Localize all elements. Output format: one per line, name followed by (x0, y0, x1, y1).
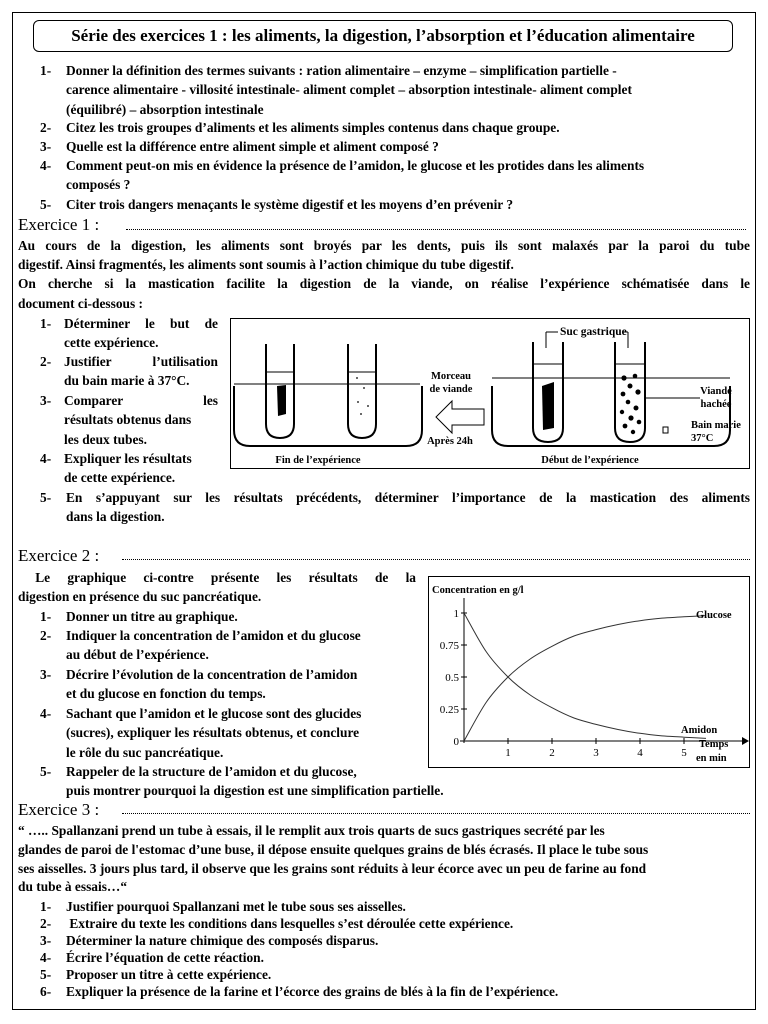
exercise-1-header: Exercice 1 : (18, 215, 100, 234)
question-number: 5- (40, 764, 52, 779)
question-line: du bain marie à 37°C. (64, 373, 190, 389)
question-number: 1- (40, 316, 52, 331)
question-line: puis montrer pourquoi la digestion est une simplification partielle. (66, 783, 444, 799)
x-tick-label: 1 (505, 747, 511, 759)
exercise-3-text (18, 822, 750, 897)
question-line: au début de l’expérience. (66, 647, 209, 663)
question-line: Indiquer la concentration de l’amidon et du glucose (66, 628, 361, 643)
legend-glucose: Glucose (696, 610, 732, 621)
exercise-2-question (40, 665, 416, 704)
intro-question (40, 156, 740, 195)
label-debut-experience: Début de l’expérience (541, 455, 639, 466)
question-line: Donner un titre au graphique. (66, 609, 238, 624)
meat-piece (277, 385, 286, 416)
y-tick-label: 0 (453, 736, 459, 748)
label-morceau: de viande (429, 384, 473, 395)
exercise-2-intro (18, 568, 416, 606)
question-number: 5- (40, 967, 52, 982)
x-tick-label: 5 (681, 747, 687, 759)
question-number: 3- (40, 139, 52, 154)
question-line: carence alimentaire - villosité intestinale- aliment complet – absorption intestinale- aliment complet (66, 82, 632, 98)
label-bain-marie: Bain marie (691, 420, 741, 431)
paragraph-line: glandes de paroi de l'estomac d’une buse, il dépose ensuite quelques grains de blés écrasés. Il place le tube sous (18, 841, 649, 857)
exercise-2-question (40, 607, 416, 626)
x-tick-label: 2 (549, 747, 555, 759)
question-number: 1- (40, 63, 52, 78)
question-number: 3- (40, 393, 52, 408)
question-number: 4- (40, 706, 52, 721)
question-line: Citer trois dangers menaçants le système digestif et les moyens d’en prévenir ? (66, 197, 514, 212)
question-number: 2- (40, 120, 52, 135)
dotted-rule (122, 813, 750, 814)
question-line: Déterminer le but de (64, 316, 218, 331)
exercise-1-intro (18, 236, 750, 313)
question-number: 4- (40, 950, 52, 965)
question-line: Citez les trois groupes d’aliments et les aliments simples contenus dans chaque groupe. (66, 120, 560, 135)
thermometer-icon (663, 427, 668, 433)
y-tick-label: 1 (453, 608, 459, 620)
question-number: 1- (40, 899, 52, 914)
label-fin-experience: Fin de l’expérience (275, 455, 361, 466)
page-title (33, 20, 733, 52)
title-subject: les aliments, la digestion, l’absorption et l’éducation alimentaire (231, 26, 695, 45)
question-line: Expliquer la présence de la farine et l’écorce des grains de blés à la fin de l’expérience. (66, 984, 559, 999)
question-number: 4- (40, 451, 52, 466)
question-line: Comment peut-on mis en évidence la présence de l’amidon, le glucose et les protides dans les aliments (66, 158, 645, 173)
question-line: Déterminer la nature chimique des composés disparus. (66, 933, 379, 948)
y-tick-label: 0.5 (445, 672, 459, 684)
label-suc-gastrique: Suc gastrique (560, 326, 627, 338)
exercise-2-header: Exercice 2 : (18, 546, 100, 565)
exercise-1-question (40, 391, 218, 449)
y-tick-label: 0.75 (439, 640, 459, 652)
paragraph-line: ses aisselles. 3 jours plus tard, il observe que les grains sont réduits à leur écorce avec un peu de farine au fond (18, 860, 647, 876)
exercise-1-question (40, 314, 218, 353)
exercise-3-question (40, 983, 740, 1000)
x-tick-label: 3 (593, 747, 599, 759)
question-line: composés ? (66, 177, 131, 193)
label-bain-marie: 37°C (691, 433, 714, 444)
exercise-3-question (40, 949, 740, 966)
question-line: Expliquer les résultats (64, 451, 192, 466)
intro-question (40, 118, 740, 137)
label-morceau: Morceau (430, 371, 472, 382)
paragraph-line: Le graphique ci-contre présente les résultats de la (18, 570, 416, 585)
paragraph-line: On cherche si la mastication facilite la digestion de la viande, on réalise l’expérience schématisée dans le (18, 276, 750, 292)
question-line: les deux tubes. (64, 431, 147, 447)
exercise-1-question (40, 449, 218, 488)
question-number: 6- (40, 984, 52, 999)
y-axis-label: Concentration en g/l (432, 585, 524, 596)
question-number: 2- (40, 916, 52, 931)
y-tick-label: 0.25 (439, 704, 459, 716)
question-line: Comparer les (64, 393, 218, 408)
intro-question (40, 195, 740, 214)
paragraph-line: document ci-dessous : (18, 295, 143, 311)
exercise-2-question (40, 704, 416, 762)
exercise-1-question (40, 352, 218, 391)
intro-question (40, 137, 740, 156)
question-line: Justifier l’utilisation (64, 354, 218, 369)
question-line: cette expérience. (64, 335, 159, 351)
paragraph-line: digestion en présence du suc pancréatique. (18, 589, 262, 605)
exercise-3-question (40, 932, 740, 949)
experiment-diagram (230, 318, 750, 470)
x-axis-label: en min (696, 753, 727, 764)
paragraph-line: “ ….. Spallanzani prend un tube à essais, il le remplit aux trois quarts de sucs gastriques secrété par les (18, 823, 605, 838)
question-number: 4- (40, 158, 52, 173)
x-axis-label: Temps (699, 739, 729, 750)
question-line: Sachant que l’amidon et le glucose sont des glucides (66, 706, 362, 721)
question-line: résultats obtenus dans (64, 412, 192, 428)
exercise-3-question (40, 915, 740, 932)
question-line: Écrire l’équation de cette réaction. (66, 950, 264, 965)
question-number: 2- (40, 628, 52, 643)
paragraph-line: Au cours de la digestion, les aliments sont broyés par les dents, puis ils sont malaxés par la paroi du tube (18, 238, 750, 253)
question-line: En s’appuyant sur les résultats précédents, déterminer l’importance de la mastication des aliments (66, 490, 750, 505)
exercise-3-question (40, 966, 740, 983)
question-line: Donner la définition des termes suivants : ration alimentaire – enzyme – simplification partielle - (66, 63, 617, 78)
question-number: 3- (40, 667, 52, 682)
exercise-3-header: Exercice 3 : (18, 800, 100, 819)
label-viande-hachee: hachée (700, 399, 732, 410)
legend-amidon: Amidon (681, 725, 718, 736)
dotted-rule (122, 559, 750, 560)
exercise-1-question (40, 488, 750, 527)
title-prefix: Série des exercices 1 : (71, 26, 228, 45)
question-line: de cette expérience. (64, 470, 176, 486)
label-viande-hachee: Viande (700, 386, 732, 397)
question-number: 1- (40, 609, 52, 624)
question-line: Proposer un titre à cette expérience. (66, 967, 272, 982)
intro-question (40, 61, 740, 119)
question-line: Justifier pourquoi Spallanzani met le tube sous ses aisselles. (66, 899, 406, 914)
exercise-2-question (40, 626, 416, 665)
question-line: Rappeler de la structure de l’amidon et du glucose, (66, 764, 357, 779)
question-line: Décrire l’évolution de la concentration de l’amidon (66, 667, 358, 682)
x-tick-label: 4 (637, 747, 643, 759)
exercise-3-question (40, 898, 740, 915)
question-number: 5- (40, 490, 52, 505)
paragraph-line: digestif. Ainsi fragmentés, les aliments sont soumis à l’action chimique du tube digestif. (18, 257, 514, 273)
question-line: (équilibré) – absorption intestinale (66, 101, 264, 117)
question-number: 2- (40, 354, 52, 369)
question-line: (sucres), expliquer les résultats obtenus, et conclure (66, 725, 360, 741)
question-line: et du glucose en fonction du temps. (66, 686, 266, 702)
digestion-chart (428, 576, 750, 768)
question-line: dans la digestion. (66, 509, 165, 525)
dotted-rule (126, 229, 746, 230)
label-apres-24h: Après 24h (427, 436, 473, 447)
question-number: 5- (40, 197, 52, 212)
meat-piece (542, 382, 554, 430)
question-line: le rôle du suc pancréatique. (66, 744, 224, 760)
question-number: 3- (40, 933, 52, 948)
paragraph-line: du tube à essais…“ (18, 879, 128, 895)
question-line: Extraire du texte les conditions dans lesquelles s’est déroulée cette expérience. (66, 916, 514, 931)
question-line: Quelle est la différence entre aliment simple et aliment composé ? (66, 139, 439, 154)
